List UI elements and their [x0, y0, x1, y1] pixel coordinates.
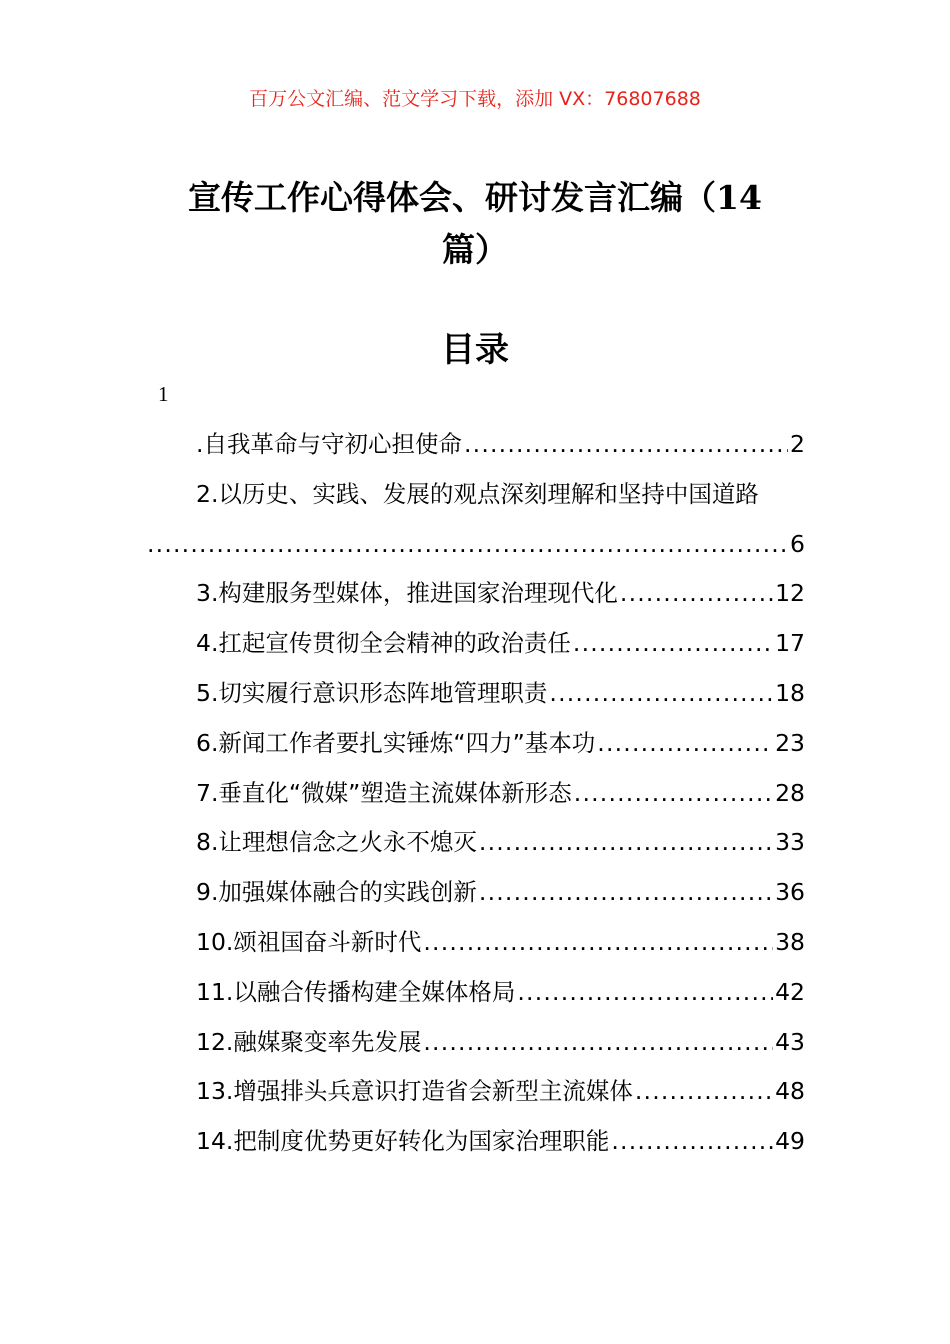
toc-entry-page: 38 [775, 927, 805, 956]
toc-entry-page: 36 [775, 878, 805, 907]
toc-entry-8[interactable] [145, 818, 805, 868]
toc-entry-label: 5.切实履行意识形态阵地管理职责 [196, 678, 548, 707]
toc-entry-2[interactable] [145, 470, 805, 520]
dot-leader [423, 918, 773, 968]
toc-entry-3[interactable] [145, 569, 805, 619]
toc-entry-label: 11.以融合传播构建全媒体格局 [196, 977, 516, 1006]
dot-leader [147, 520, 788, 570]
toc-entry-page: 23 [775, 728, 805, 757]
toc-entry-page: 6 [790, 529, 805, 558]
document-title: 宣传工作心得体会、研讨发言汇编（14篇） [188, 178, 762, 269]
toc-entry-label: 9.加强媒体融合的实践创新 [196, 878, 477, 907]
toc-entry-page: 2 [790, 430, 805, 458]
toc-entry-label: 2.以历史、实践、发展的观点深刻理解和坚持中国道路 [196, 479, 759, 508]
dot-leader [517, 968, 773, 1018]
toc-entry-6[interactable] [145, 719, 805, 769]
toc-entry-label: 4.扛起宣传贯彻全会精神的政治责任 [196, 629, 571, 658]
dot-leader [479, 868, 773, 918]
toc-entry-14[interactable] [145, 1117, 805, 1167]
toc-entry-11[interactable] [145, 968, 805, 1018]
dot-leader [597, 719, 773, 769]
toc-entry-label: .自我革命与守初心担使命 [196, 430, 462, 458]
dot-leader [549, 669, 773, 719]
toc-entry-page: 49 [775, 1127, 805, 1156]
toc-entry-7[interactable] [145, 769, 805, 819]
dot-leader [423, 1018, 773, 1068]
toc-entry-label: 6.新闻工作者要扎实锤炼“四力”基本功 [196, 728, 596, 757]
dot-leader [479, 818, 773, 868]
dot-leader [464, 420, 788, 470]
toc-entry-10[interactable] [145, 918, 805, 968]
dot-leader [635, 1067, 773, 1117]
toc-entry-page: 42 [775, 977, 805, 1006]
toc-entry-13[interactable] [145, 1067, 805, 1117]
toc-entry-1[interactable] [145, 420, 805, 470]
toc-heading: 目录 [441, 330, 509, 370]
toc-entry-2-continuation[interactable] [145, 520, 805, 570]
toc-entry-label: 12.融媒聚变率先发展 [196, 1027, 422, 1056]
dot-leader [573, 619, 773, 669]
dot-leader [611, 1117, 773, 1167]
toc-entry-label: 10.颂祖国奋斗新时代 [196, 927, 422, 956]
toc-entry-label: 7.垂直化“微媒”塑造主流媒体新形态 [196, 778, 572, 807]
dot-leader [574, 769, 773, 819]
toc-entry-9[interactable] [145, 868, 805, 918]
toc-entry-page: 28 [775, 778, 805, 807]
toc-entry-page: 33 [775, 828, 805, 857]
table-of-contents [145, 420, 805, 1167]
dot-leader [620, 569, 773, 619]
header-watermark-note: 百万公文汇编、范文学习下载，添加 VX：76807688 [249, 88, 701, 110]
toc-entry-12[interactable] [145, 1018, 805, 1068]
toc-entry-label: 8.让理想信念之火永不熄灭 [196, 828, 477, 857]
toc-entry-label: 13.增强排头兵意识打造省会新型主流媒体 [196, 1077, 633, 1106]
toc-entry-page: 12 [775, 579, 805, 608]
toc-entry-page: 18 [775, 678, 805, 707]
toc-entry-5[interactable] [145, 669, 805, 719]
toc-entry-4[interactable] [145, 619, 805, 669]
toc-entry-page: 17 [775, 629, 805, 658]
toc-entry-label: 3.构建服务型媒体，推进国家治理现代化 [196, 579, 618, 608]
toc-entry-page: 43 [775, 1027, 805, 1056]
toc-entry-label: 14.把制度优势更好转化为国家治理职能 [196, 1127, 610, 1156]
toc-entry-page: 48 [775, 1077, 805, 1106]
stray-page-number: 1 [158, 382, 169, 406]
